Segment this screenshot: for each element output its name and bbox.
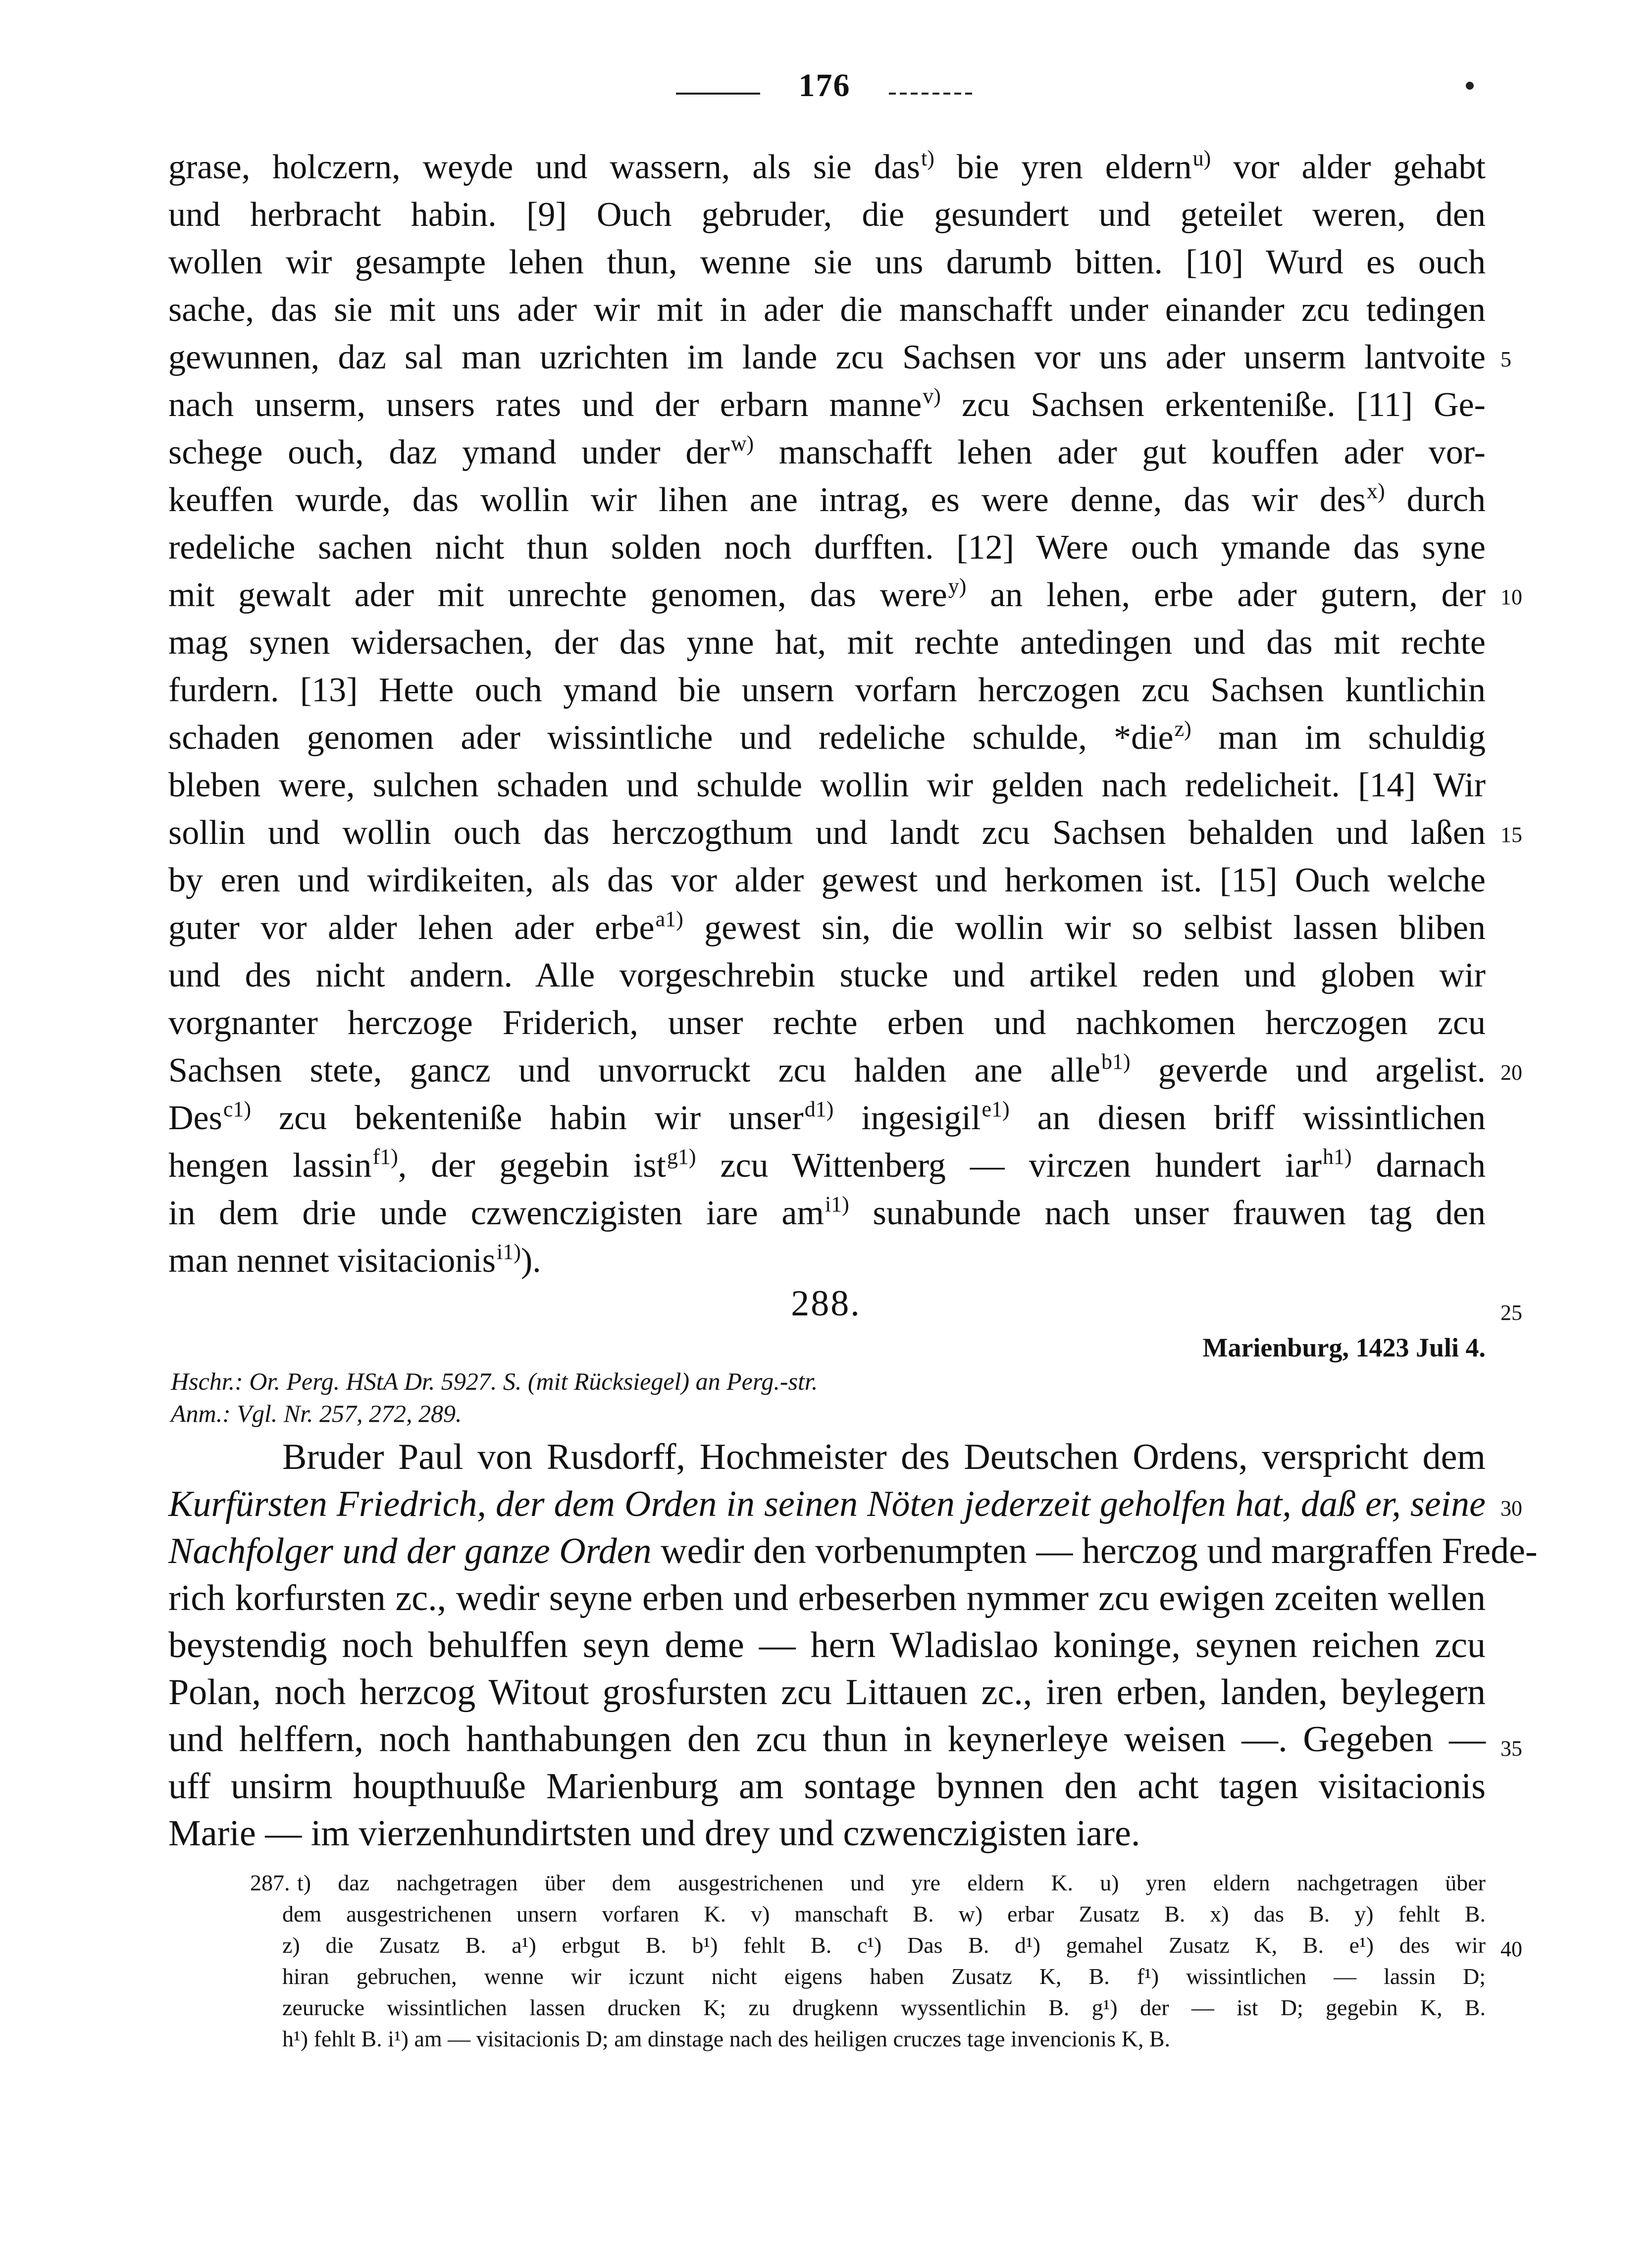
body-line: guter vor alder lehen ader erbe$^{a1)}$ gewest sin, die wollin wir so selbist lassen bliben <box>168 907 1486 947</box>
body-line: und herbracht habin. [9] Ouch gebruder, die gesundert und geteilet weren, den <box>168 196 1486 234</box>
footnote-label: 287. <box>250 1870 290 1895</box>
header-dot-mark <box>1466 82 1474 90</box>
document-number: 288. <box>791 1283 861 1324</box>
body-line: hengen lassin$^{f1)}$, der gegebin ist$^{g1)}$ zcu Wittenberg — virczen hundert iar$^{h1)}$ darnach <box>168 1145 1486 1185</box>
margin-line-number: 5 <box>1500 347 1511 371</box>
body-line: nach unserm, unsers rates und der erbarn manne$^{v)}$ zcu Sachsen erkenteniße. [11] Ge- <box>168 384 1486 424</box>
margin-line-number: 20 <box>1500 1060 1522 1085</box>
regest-line: und helffern, noch hanthabungen den zcu thun in keynerleye weisen —. Gegeben — <box>168 1719 1486 1760</box>
body-line: man nennet visitacionis$^{i1)}$). <box>168 1240 541 1280</box>
regest-line: uff unsirm houpthuuße Marienburg am sontage bynnen den acht tagen visitacionis <box>168 1766 1486 1807</box>
body-line: mit gewalt ader mit unrechte genomen, das were$^{y)}$ an lehen, erbe ader gutern, der <box>168 574 1486 614</box>
regest-line: Nachfolger und der ganze Orden wedir den vorbenumpten — herczog und margraffen Frede- <box>168 1531 1538 1571</box>
header-rule-right <box>889 93 973 95</box>
body-line: redeliche sachen nicht thun solden noch durfften. [12] Were ouch ymande das syne <box>168 528 1486 567</box>
body-line: und des nicht andern. Alle vorgeschrebin stucke und artikel reden und globen wir <box>168 956 1486 994</box>
annotation-note: Anm.: Vgl. Nr. 257, 272, 289. <box>171 1400 462 1427</box>
footnote-line: h¹) fehlt B. i¹) am — visitacionis D; am dinstage nach des heiligen cruczes tage invencionis K, B. <box>282 2026 1171 2051</box>
margin-line-number: 35 <box>1500 1736 1522 1761</box>
body-line: by eren und wirdikeiten, als das vor alder gewest und herkomen ist. [15] Ouch welche <box>168 861 1486 899</box>
margin-line-number: 10 <box>1500 585 1522 609</box>
body-line: vorgnanter herczoge Friderich, unser rechte erben und nachkomen herczogen zcu <box>168 1004 1486 1042</box>
margin-line-number: 30 <box>1500 1496 1522 1520</box>
footnote-line: hiran gebruchen, wenne wir iczunt nicht eigens haben Zusatz K, B. f¹) wissintlichen — lassin D; <box>282 1964 1486 1989</box>
manuscript-note: Hschr.: Or. Perg. HStA Dr. 5927. S. (mit Rücksiegel) an Perg.-str. <box>171 1367 818 1395</box>
body-line: furdern. [13] Hette ouch ymand bie unsern vorfarn herczogen zcu Sachsen kuntlichin <box>168 671 1486 709</box>
page-number: 176 <box>798 67 851 104</box>
body-line: in dem drie unde czwenczigisten iare $am^{i1)}$ sunabunde nach unser frauwen tag den <box>168 1192 1486 1232</box>
regest-line: Polan, noch herzcog Witout grosfursten zcu Littauen zc., iren erben, landen, beylegern <box>168 1672 1486 1713</box>
body-line: Sachsen stete, gancz und unvorruckt zcu halden ane alle$^{b1)}$ geverde und argelist. <box>168 1049 1486 1090</box>
body-line: wollen wir gesampte lehen thun, wenne sie uns darumb bitten. [10] Wurd es ouch <box>168 243 1486 281</box>
regest-line: Bruder Paul von Rusdorff, Hochmeister des Deutschen Ordens, verspricht dem <box>282 1437 1486 1477</box>
body-line: schaden genomen ader wissintliche und redeliche schulde, *die$^{z)}$ man im schuldig <box>168 717 1486 757</box>
page-header <box>676 67 973 111</box>
body-line: gewunnen, daz sal man uzrichten im lande zcu Sachsen vor uns ader unserm lantvoite <box>168 338 1486 376</box>
place-date: Marienburg, 1423 Juli 4. <box>1202 1333 1486 1362</box>
regest-line: Marie — im vierzenhundirtsten und drey und czwenczigisten iare. <box>168 1813 1140 1854</box>
body-line: sollin und wollin ouch das herczogthum und landt zcu Sachsen behalden und laßen <box>168 814 1486 852</box>
footnote-line: zeurucke wissintlichen lassen drucken K; zu drugkenn wyssentlichin B. g¹) der — ist D; gegebin K, B. <box>282 1995 1486 2020</box>
body-line: Des$^{c1)}$ zcu bekenteniße habin wir unser$^{d1)}$ ingesigil$^{e1)}$ an diesen briff wissintlichen <box>168 1097 1486 1137</box>
regest-line: rich korfursten zc., wedir seyne erben und erbeserben nymmer zcu ewigen zceiten wellen <box>168 1578 1486 1618</box>
body-line: schege ouch, daz ymand under der$^{w)}$ manschafft lehen ader gut kouffen ader vor- <box>168 431 1486 471</box>
body-line: sache, das sie mit uns ader wir mit in ader die manschafft under einander zcu tedingen <box>168 291 1486 329</box>
body-line: mag synen widersachen, der das ynne hat, mit rechte antedingen und das mit rechte <box>168 624 1486 662</box>
regest-line: Kurfürsten Friedrich, der dem Orden in seinen Nöten jederzeit geholfen hat, daß er, seine <box>168 1484 1486 1524</box>
footnote-line: z) die Zusatz B. a¹) erbgut B. b¹) fehlt B. c¹) Das B. d¹) gemahel Zusatz K, B. e¹) des wir <box>282 1932 1486 1958</box>
footnote-line: dem ausgestrichenen unsern vorfaren K. v) manschaft B. w) erbar Zusatz B. x) das B. y) fehlt B. <box>282 1901 1486 1927</box>
body-line: bleben were, sulchen schaden und schulde wollin wir gelden nach redelicheit. [14] Wir <box>168 766 1486 804</box>
body-line: grase, holczern, weyde und wassern, als sie das$^{t)}$ bie yren eldern$^{u)}$ vor alder gehabt <box>168 146 1486 186</box>
body-line: keuffen wurde, das wollin wir lihen ane intrag, es were denne, das wir des$^{x)}$ durch <box>168 479 1486 519</box>
regest-line: beystendig noch behulffen seyn deme — hern Wladislao koninge, seynen reichen zcu <box>168 1625 1486 1666</box>
margin-line-number: 40 <box>1500 1937 1522 1961</box>
margin-line-number: 15 <box>1500 823 1522 847</box>
margin-line-number: 25 <box>1500 1301 1522 1325</box>
footnote-line: t) daz nachgetragen über dem ausgestrichenen und yre eldern K. u) yren eldern nachgetragen über <box>297 1870 1486 1895</box>
